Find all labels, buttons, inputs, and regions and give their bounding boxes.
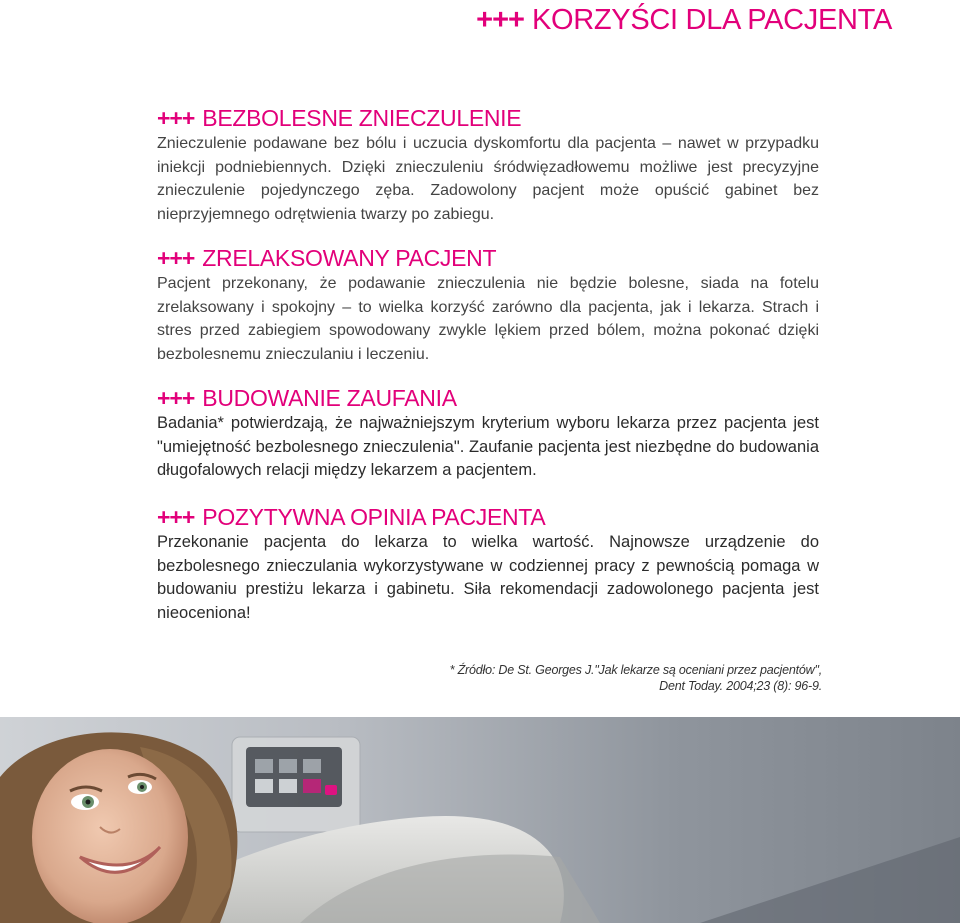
patient-photo [0,717,960,923]
source-citation [450,662,822,694]
device-monitor [232,737,360,832]
heading-text: POZYTYWNA OPINIA PACJENTA [202,504,546,530]
section-zrelaksowany [157,244,819,366]
section-body: Badania* potwierdzają, że najważniejszym kryterium wyboru lekarza przez pacjenta jest "umiejętność bezbolesnego znieczulenia". Zaufanie pacjenta jest niezbędne do budowania długofalowych relacji między lekarzem a pacjentem. [157,414,819,479]
heading-prefix: +++ [157,105,195,131]
heading-prefix: +++ [157,245,195,271]
title-prefix: +++ [476,4,524,36]
section-zaufanie [157,384,819,483]
section-heading [157,384,819,412]
heading-text: BEZBOLESNE ZNIECZULENIE [202,105,522,131]
section-heading [157,503,819,531]
section-body: Przekonanie pacjenta do lekarza to wielka wartość. Najnowsze urządzenie do bezbolesnego znieczulania wykorzystywane w codziennej pracy z pewnością pomaga w budowaniu prestiżu lekarza i gabinetu. Siła rekomendacji zadowolonego pacjenta jest nieoceniona! [157,533,819,622]
heading-prefix: +++ [157,504,195,530]
heading-text: BUDOWANIE ZAUFANIA [202,385,457,411]
section-body: Pacjent przekonany, że podawanie znieczulenia nie będzie bolesne, siada na fotelu zrelaksowany i spokojny – to wielka korzyść zarówno dla pacjenta, jak i lekarza. Strach i stres przed zabiegiem spowodowany zwykle lękiem przed bólem, można pokonać dzięki bezbolesnemu znieczulaniu i leczeniu. [157,275,819,363]
section-bezbolesne [157,104,819,226]
title-text: KORZYŚCI DLA PACJENTA [531,4,892,36]
page-title [476,4,892,37]
source-line-2: Dent Today. 2004;23 (8): 96-9. [659,679,822,693]
source-line-1: * Źródło: De St. Georges J."Jak lekarze są oceniani przez pacjentów", [449,663,822,677]
heading-text: ZRELAKSOWANY PACJENT [202,245,497,271]
heading-prefix: +++ [157,385,195,411]
section-opinia [157,503,819,625]
patient-photo-image [0,717,960,923]
section-heading [157,104,819,132]
section-heading [157,244,819,272]
section-body: Znieczulenie podawane bez bólu i uczucia dyskomfortu dla pacjenta – nawet w przypadku iniekcji podniebiennych. Dzięki znieczuleniu śródwięzadłowemu możliwe jest precyzyjne znieczulenie pojedynczego zęba. Zadowolony pacjent może opuścić gabinet bez nieprzyjemnego odrętwienia twarzy po zabiegu. [157,135,819,223]
